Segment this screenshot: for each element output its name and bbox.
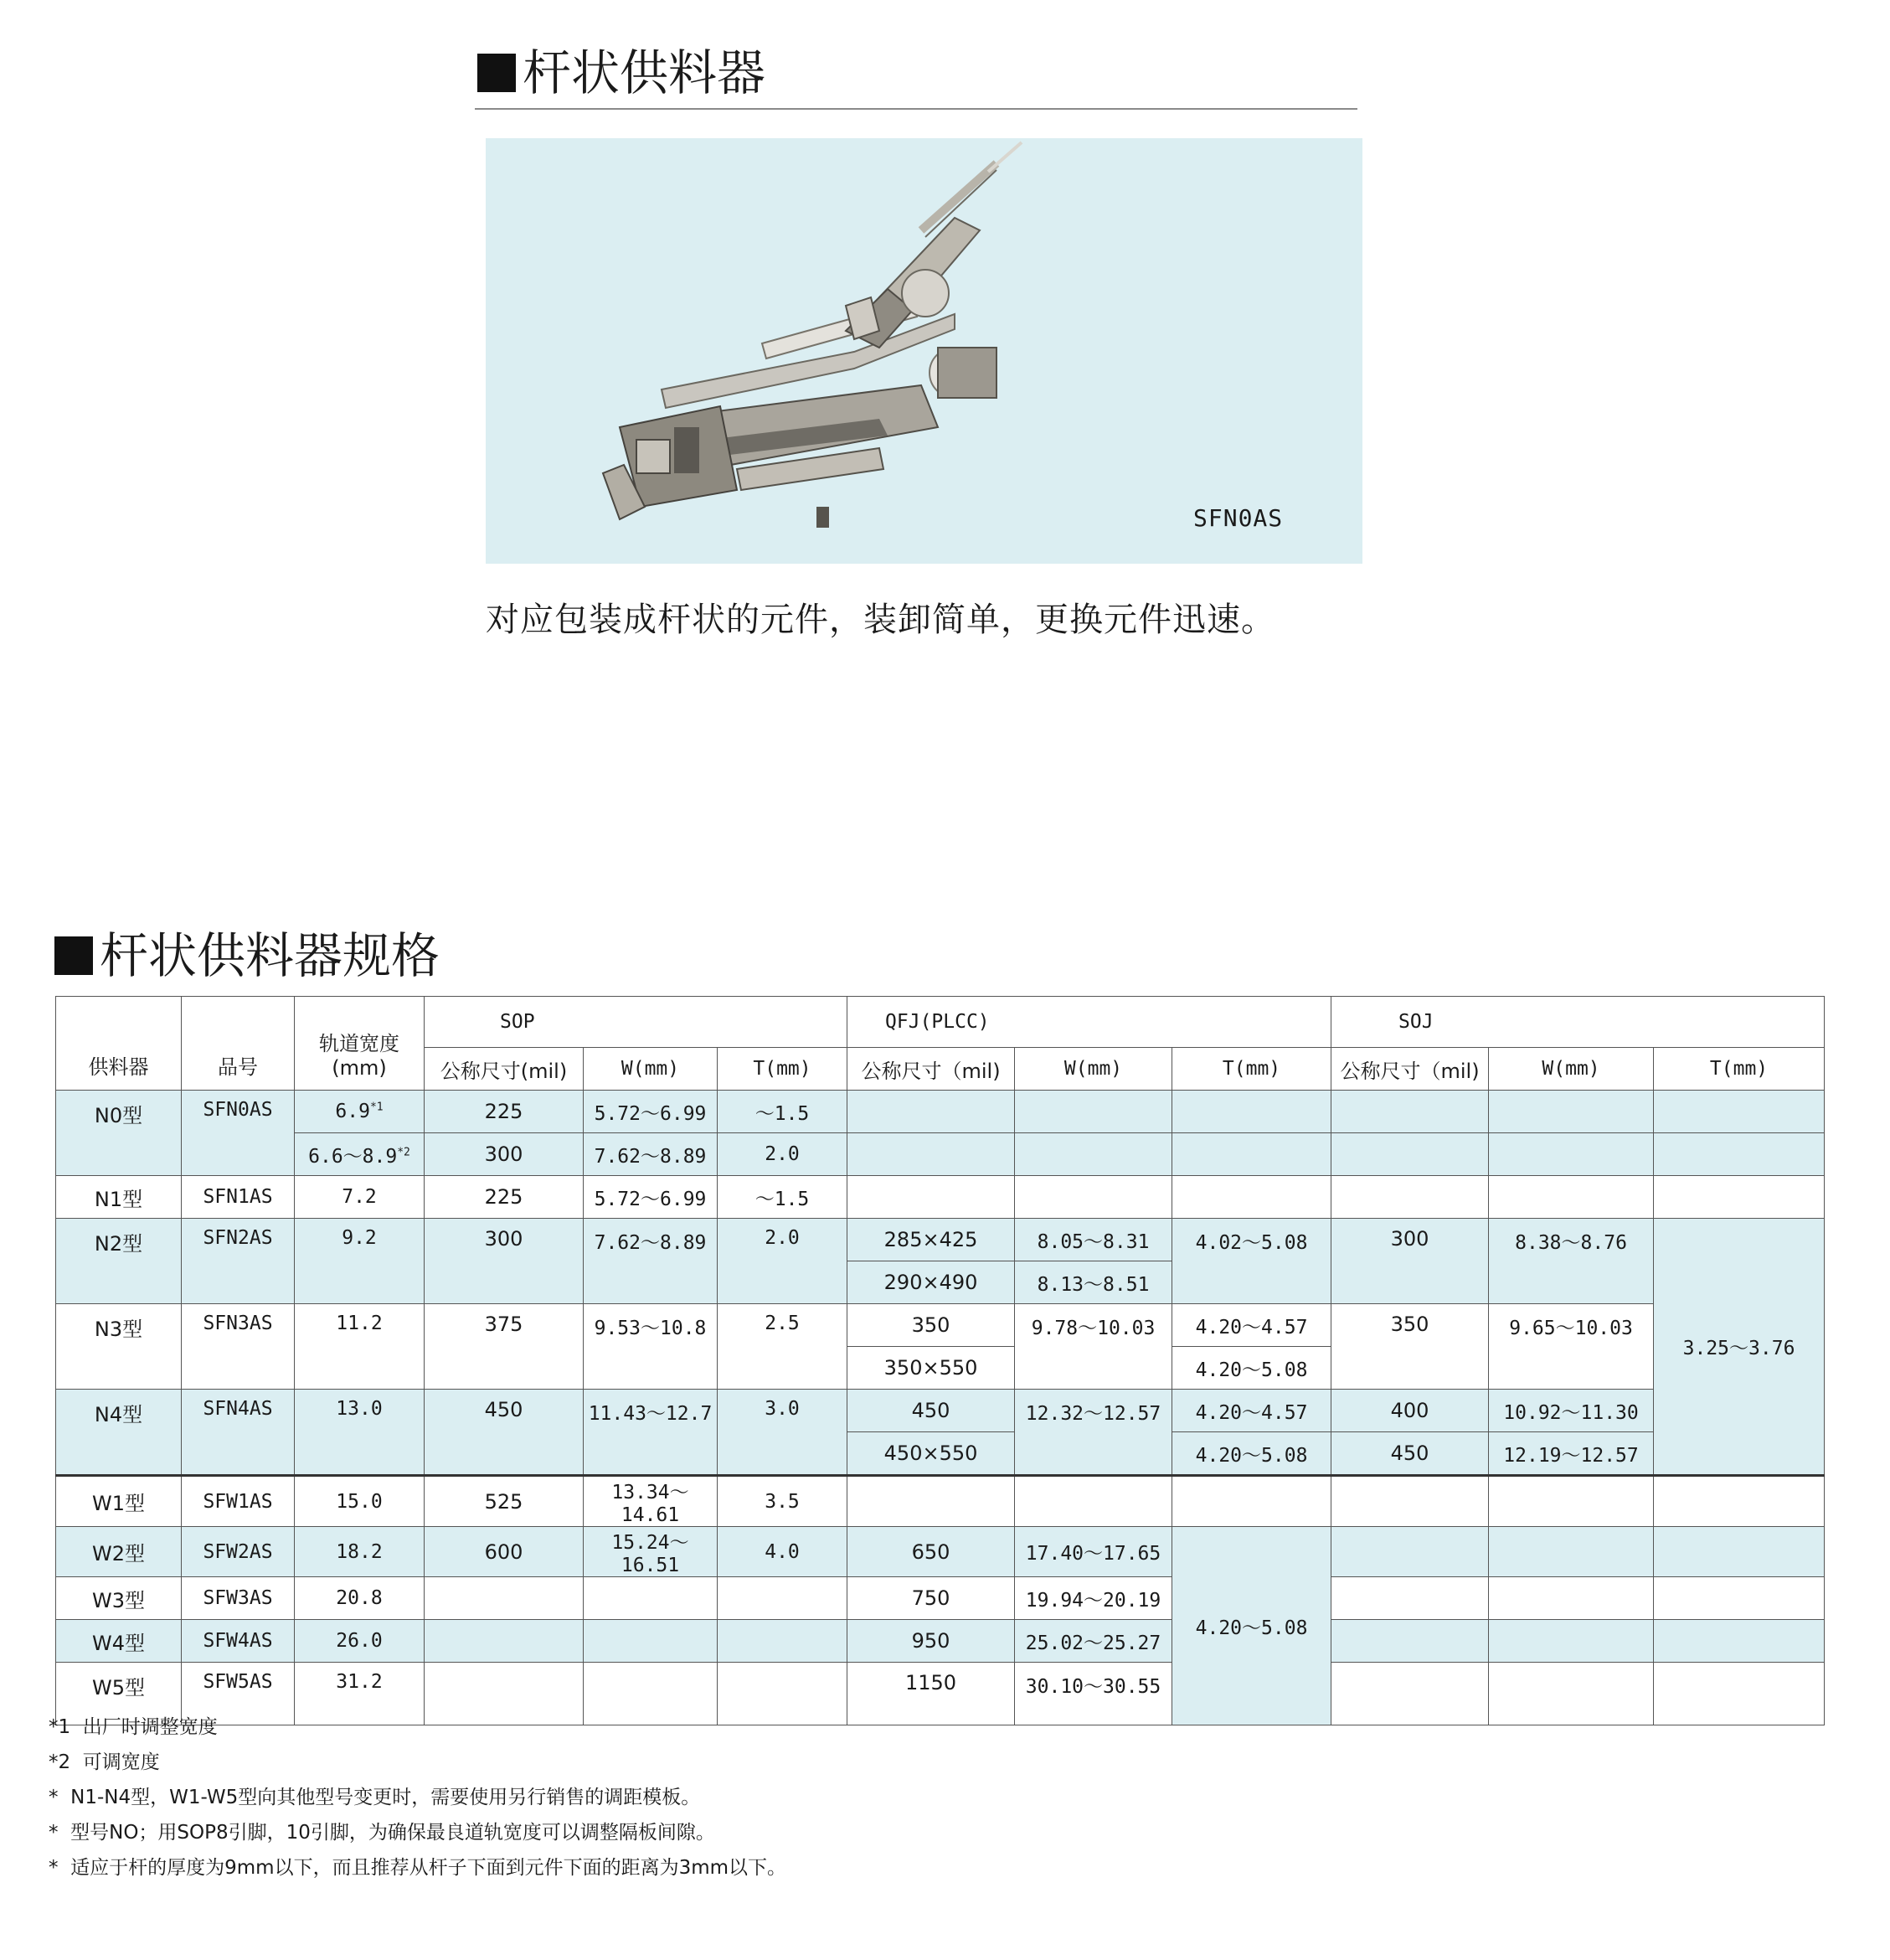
qfj-nominal-cell: 450 [847, 1390, 1015, 1432]
qfj-w-cell: 19.94～20.19 [1015, 1577, 1172, 1620]
qfj-t-cell: 4.20～5.08 [1172, 1347, 1331, 1390]
sop-nominal-cell: 225 [425, 1176, 584, 1219]
feeder-cell: W3型 [56, 1577, 182, 1620]
feeder-cell: N2型 [56, 1219, 182, 1304]
header-rail-width: 轨道宽度(mm) [295, 997, 425, 1091]
sop-t-cell: 3.0 [718, 1390, 847, 1476]
sop-t-cell: 3.5 [718, 1476, 847, 1527]
footnote: * 适应于杆的厚度为9mm以下，而且推荐从杆子下面到元件下面的距离为3mm以下。 [49, 1857, 787, 1879]
part-cell: SFW4AS [182, 1620, 295, 1663]
rail-cell: 31.2 [295, 1663, 425, 1725]
qfj-nominal-cell: 350 [847, 1304, 1015, 1347]
spec-section-title-text: 杆状供料器规格 [100, 927, 440, 984]
table-row [56, 1476, 1825, 1527]
rail-cell: 11.2 [295, 1304, 425, 1390]
section-title [477, 44, 766, 101]
header-soj-w: W(mm) [1489, 1048, 1654, 1091]
qfj-w-cell: 30.10～30.55 [1015, 1663, 1172, 1725]
rail-cell: 18.2 [295, 1527, 425, 1577]
qfj-w-cell: 8.05～8.31 [1015, 1219, 1172, 1261]
header-sop-nominal: 公称尺寸(mil) [425, 1048, 584, 1091]
part-cell: SFN0AS [182, 1091, 295, 1176]
sop-t-cell: 2.0 [718, 1133, 847, 1176]
spec-table [55, 996, 1825, 1725]
footnote: *1 出厂时调整宽度 [49, 1716, 218, 1738]
square-bullet-icon [477, 54, 516, 92]
feeder-cell: W4型 [56, 1620, 182, 1663]
qfj-nominal-cell: 290×490 [847, 1261, 1015, 1304]
section-title-text: 杆状供料器 [523, 44, 766, 101]
header-qfj-w: W(mm) [1015, 1048, 1172, 1091]
sop-nominal-cell: 225 [425, 1091, 584, 1133]
qfj-w-cell: 25.02～25.27 [1015, 1620, 1172, 1663]
sop-w-cell: 9.53～10.8 [584, 1304, 718, 1390]
sop-t-cell: 4.0 [718, 1527, 847, 1577]
header-soj: SOJ [1331, 997, 1825, 1048]
soj-nominal-cell: 350 [1331, 1304, 1489, 1390]
sop-nominal-cell: 300 [425, 1219, 584, 1304]
qfj-t-cell: 4.20～4.57 [1172, 1304, 1331, 1347]
rail-cell: 20.8 [295, 1577, 425, 1620]
qfj-nominal-cell: 450×550 [847, 1432, 1015, 1476]
sop-t-cell: ～1.5 [718, 1091, 847, 1133]
table-row [56, 1219, 1825, 1261]
qfj-t-cell: 4.02～5.08 [1172, 1219, 1331, 1304]
qfj-w-cell: 8.13～8.51 [1015, 1261, 1172, 1304]
footnote: *2 可调宽度 [49, 1751, 160, 1773]
sop-nominal-cell: 600 [425, 1527, 584, 1577]
part-cell: SFN1AS [182, 1176, 295, 1219]
sop-w-cell: 5.72～6.99 [584, 1176, 718, 1219]
feeder-cell: N4型 [56, 1390, 182, 1476]
feeder-cell: N1型 [56, 1176, 182, 1219]
part-cell: SFW5AS [182, 1663, 295, 1725]
sop-w-cell: 13.34～14.61 [584, 1476, 718, 1527]
footnotes [49, 1710, 786, 1885]
header-soj-t: T(mm) [1654, 1048, 1825, 1091]
qfj-nominal-cell: 750 [847, 1577, 1015, 1620]
part-cell: SFN4AS [182, 1390, 295, 1476]
sop-t-cell: ～1.5 [718, 1176, 847, 1219]
sop-w-cell: 11.43～12.7 [584, 1390, 718, 1476]
header-row-groups [56, 997, 1825, 1048]
table-row [56, 1527, 1825, 1577]
soj-w-cell: 10.92～11.30 [1489, 1390, 1654, 1432]
qfj-w-cell: 12.32～12.57 [1015, 1390, 1172, 1476]
rod-feeder-illustration [486, 138, 1362, 564]
soj-w-cell: 12.19～12.57 [1489, 1432, 1654, 1476]
qfj-t-cell: 4.20～5.08 [1172, 1527, 1331, 1725]
header-sop: SOP [425, 997, 847, 1048]
header-qfj-t: T(mm) [1172, 1048, 1331, 1091]
soj-t-cell: 3.25～3.76 [1654, 1219, 1825, 1476]
sop-w-cell: 7.62～8.89 [584, 1133, 718, 1176]
soj-nominal-cell: 450 [1331, 1432, 1489, 1476]
header-sop-t: T(mm) [718, 1048, 847, 1091]
spec-section-title [54, 927, 440, 984]
header-soj-nominal: 公称尺寸（mil) [1331, 1048, 1489, 1091]
sop-nominal-cell: 525 [425, 1476, 584, 1527]
product-photo [486, 138, 1362, 564]
part-cell: SFW1AS [182, 1476, 295, 1527]
qfj-nominal-cell: 1150 [847, 1663, 1015, 1725]
photo-caption: SFN0AS [1193, 504, 1284, 532]
rail-cell: 9.2 [295, 1219, 425, 1304]
sop-nominal-cell: 375 [425, 1304, 584, 1390]
part-cell: SFN3AS [182, 1304, 295, 1390]
soj-w-cell: 8.38～8.76 [1489, 1219, 1654, 1304]
feeder-cell: W2型 [56, 1527, 182, 1577]
table-row [56, 1176, 1825, 1219]
qfj-nominal-cell: 950 [847, 1620, 1015, 1663]
feeder-cell: W1型 [56, 1476, 182, 1527]
qfj-w-cell: 9.78～10.03 [1015, 1304, 1172, 1390]
header-feeder: 供料器 [56, 997, 182, 1091]
sop-t-cell: 2.5 [718, 1304, 847, 1390]
product-description: 对应包装成杆状的元件，装卸简单，更换元件迅速。 [486, 601, 1275, 639]
sop-t-cell: 2.0 [718, 1219, 847, 1304]
qfj-nominal-cell: 350×550 [847, 1347, 1015, 1390]
header-part-no: 品号 [182, 997, 295, 1091]
soj-nominal-cell: 300 [1331, 1219, 1489, 1304]
sop-w-cell: 5.72～6.99 [584, 1091, 718, 1133]
rail-cell: 13.0 [295, 1390, 425, 1476]
feeder-cell: W5型 [56, 1663, 182, 1725]
sop-w-cell: 7.62～8.89 [584, 1219, 718, 1304]
footnote: * 型号NO；用SOP8引脚，10引脚，为确保最良道轨宽度可以调整隔板间隙。 [49, 1822, 715, 1844]
square-bullet-icon [54, 936, 93, 975]
header-qfj: QFJ(PLCC) [847, 997, 1331, 1048]
table-row [56, 1390, 1825, 1432]
table-row [56, 1133, 1825, 1176]
qfj-t-cell: 4.20～5.08 [1172, 1432, 1331, 1476]
table-row [56, 1577, 1825, 1620]
soj-nominal-cell: 400 [1331, 1390, 1489, 1432]
sop-nominal-cell: 300 [425, 1133, 584, 1176]
part-cell: SFW3AS [182, 1577, 295, 1620]
qfj-t-cell: 4.20～4.57 [1172, 1390, 1331, 1432]
feeder-cell: N3型 [56, 1304, 182, 1390]
title-divider [475, 108, 1357, 110]
qfj-nominal-cell: 650 [847, 1527, 1015, 1577]
table-row [56, 1620, 1825, 1663]
feeder-cell: N0型 [56, 1091, 182, 1176]
qfj-nominal-cell: 285×425 [847, 1219, 1015, 1261]
sop-w-cell: 15.24～16.51 [584, 1527, 718, 1577]
table-row [56, 1091, 1825, 1133]
rail-cell: 6.9$^{*1}$ [295, 1091, 425, 1133]
table-row [56, 1304, 1825, 1347]
part-cell: SFN2AS [182, 1219, 295, 1304]
sop-nominal-cell: 450 [425, 1390, 584, 1476]
part-cell: SFW2AS [182, 1527, 295, 1577]
soj-w-cell: 9.65～10.03 [1489, 1304, 1654, 1390]
rail-cell: 7.2 [295, 1176, 425, 1219]
rail-cell: 15.0 [295, 1476, 425, 1527]
qfj-w-cell: 17.40～17.65 [1015, 1527, 1172, 1577]
header-sop-w: W(mm) [584, 1048, 718, 1091]
header-qfj-nominal: 公称尺寸（mil) [847, 1048, 1015, 1091]
rail-cell: 6.6～8.9$^{*2}$ [295, 1133, 425, 1176]
rail-cell: 26.0 [295, 1620, 425, 1663]
footnote: * N1-N4型，W1-W5型向其他型号变更时，需要使用另行销售的调距模板。 [49, 1787, 701, 1808]
